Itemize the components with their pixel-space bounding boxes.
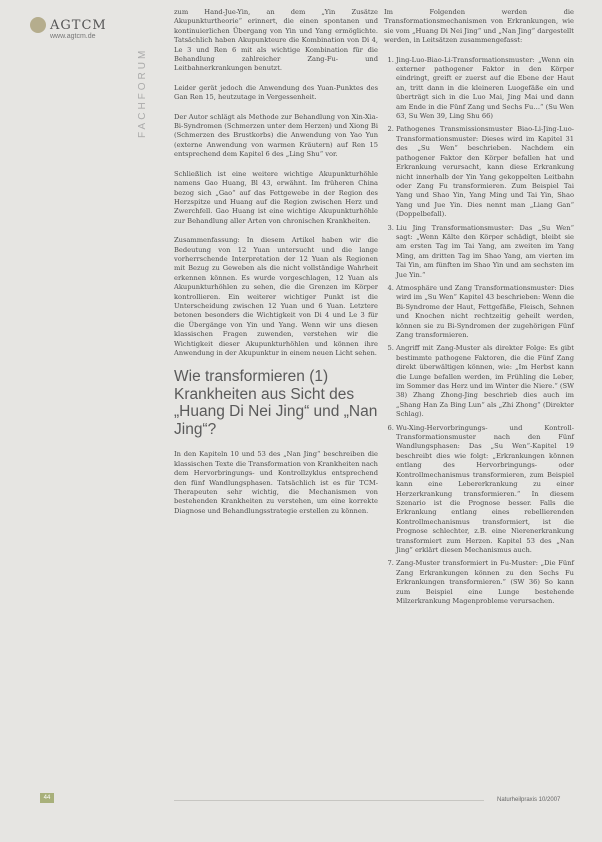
paragraph: Zusammenfassung: In diesem Artikel haben wir die Bedeutung von 12 Yuan untersucht und die lange vorherrschende Interpretation der 12 Yuan als Regionen mit Bezug zu Geweben als die nicht vollständige Wahrheit erkennen können. Es wurde vorgeschlagen, 12 Yuan als Akupunkturhöhlen zu sehen, die die Grenzen im Körper kontrollieren. Ein weiterer wichtiger Punkt ist die Unterscheidung zwischen 12 Yuan und 6 Yuan. Letztere betonen besonders die Wichtigkeit von Di 4 und Le 3 für die Übergänge von Yin und Yang. Wenn wir uns diesen klassischen Fragen zuwenden, verstehen wir die Wichtigkeit dieser Akupunkturhöhlen und können ihre Anwendung in der Akupunktur in einem neuen Licht sehen.: [174, 236, 378, 357]
list-item: 3. Liu Jing Transformationsmuster: Das „Su Wen“ sagt: „Wenn Kälte den Körper schädigt, bleibt sie am ersten Tag im Tai Yang, am zweiten im Yang Ming, am dritten Tag im Shao Yang, am vierten im Tai Yin, am fünften im Shao Yin und am sechsten im Jue Yin.“: [396, 224, 574, 280]
paragraph: Leider gerät jedoch die Anwendung des Yuan-Punktes des Gan Ren 15, heutzutage in Vergessenheit.: [174, 83, 378, 102]
footer-rule: [174, 800, 484, 801]
list-item: 4. Atmosphäre und Zang Transformationsmuster: Dies wird im „Su Wen“ Kapitel 43 beschrieben: Wenn die Bi-Syndrome der Haut, Fettgefäße, Fleisch, Sehnen und Knochen nicht rechtzeitig geheilt werden, können sie zu Bi-Syndromen der zugehörigen Fünf Zang transformieren.: [396, 284, 574, 340]
list-item: 1. Jing-Luo-Biao-Li-Transformationsmuster: „Wenn ein externer pathogener Faktor in den Körper eindringt, greift er zuerst auf die Ebene der Haut an, tritt dann in die kleineren Luogefäße ein und überträgt sich in die Luo Mai, Jing Mai und dann am Ende in die Fünf Zang und Sechs Fu…“ (Su Wen 63, Su Wen 39, Ling Shu 66): [396, 56, 574, 122]
list-item: 7. Zang-Muster transformiert in Fu-Muster: „Die Fünf Zang Erkrankungen können zu den Sechs Fu Erkrankungen transformieren.“ (SW 36) So kann zum Beispiel eine Lunge bestehende Milzerkrankung Magenprobleme verursachen.: [396, 559, 574, 606]
transformation-list: [384, 56, 574, 607]
paragraph: Schließlich ist eine weitere wichtige Akupunkturhöhle namens Gao Huang, Bl 43, erwähnt. Im früheren China bezog sich „Gao“ auf das Fettgewebe in der Region des Herzspitze und Huang auf die Region zwischen Herz und Zwerchfell. Gao Huang ist eine wichtige Akupunkturhöhle zur Behandlung aller Arten von chronischen Krankheiten.: [174, 169, 378, 225]
page-number: 44: [40, 793, 54, 803]
section-heading: Wie transformieren (1) Krankheiten aus Sicht des „Huang Di Nei Jing“ und „Nan Jing“?: [174, 368, 378, 438]
list-item: 6. Wu-Xing-Hervorbringungs- und Kontroll-Transformationsmuster nach den Fünf Wandlungsphasen: Das „Su Wen“-Kapitel 19 beschreibt dies wie folgt: „Erkrankungen können entlang des Hervorbringungs- oder Kontrollmechanismus transformieren, zum Beispiel kann eine Lebererkrankung zu einer Herzerkrankung transformieren.“ In diesem Szenario ist die Prognose besser. Falls die Erkrankung entlang eines rebellierenden Kontrollmechanismus transformiert, ist die Prognose schlechter, z.B. eine Nierenerkrankung transformiert zum Herzen. Kapitel 53 des „Nan Jing“ erklärt diesen Mechanismus auch.: [396, 424, 574, 556]
logo-mark-icon: [30, 17, 46, 33]
section-label: FACHFORUM: [137, 47, 148, 138]
left-column: [174, 8, 378, 526]
paragraph: zum Hand-Jue-Yin, an dem „Yin Zusätze Akupunkturtheorie“ erinnert, die einen spontanen und kontinuierlichen Übergang von Yin und Yang ermöglichte. Tatsächlich haben Akupunkteure die Kombination von Di 4, Le 3 und Ren 6 mit als wichtige Kombination für die Behandlung zahlreicher Zang-Fu- und Leitbahnerkrankungen benutzt.: [174, 8, 378, 73]
paragraph: In den Kapiteln 10 und 53 des „Nan Jing“ beschreiben die klassischen Texte die Transformation von Krankheiten nach dem Hervorbringungs- und Kontrollzyklus entsprechend den fünf Wandlungsphasen. Tatsächlich ist es für TCM-Therapeuten sehr wichtig, die Mechanismen von bestehenden Krankheiten zu verstehen, um eine korrekte Diagnose und Behandlungsstrategie erstellen zu können.: [174, 450, 378, 515]
issue-text: Naturheilpraxis 10/2007: [497, 797, 561, 803]
logo-text: AGTCM: [50, 17, 107, 33]
paragraph: Der Autor schlägt als Methode zur Behandlung von Xin-Xia-Bi-Syndromen (Schmerzen unter dem Herzen) und Xiong Bi (Schmerzen des Brustkorbs) die Anwendung von Yao Yun (externe Anwendung von warmen Kräutern) auf Ren 15 entsprechend dem Kapitel 6 des „Ling Shu“ vor.: [174, 112, 378, 159]
list-item: 5. Angriff mit Zang-Muster als direkter Folge: Es gibt bestimmte pathogene Faktoren, die die Fünf Zang direkt überwältigen können, wie: „Im Herbst kann die Lunge befallen werden, im Frühling die Leber, im Sommer das Herz und im Winter die Niere.“ (SW 38) Zhang Zhong-Jing beschrieb dies auch im „Shang Han Za Bing Lun“ als „Zhi Zhong“ (Direkter Schlag).: [396, 344, 574, 419]
right-column: [384, 8, 574, 610]
agtcm-logo: [30, 17, 140, 40]
logo-url: www.agtcm.de: [50, 33, 96, 40]
list-item: 2. Pathogenes Transmissionsmuster Biao-Li-Jing-Luo-Transformationsmuster: Dieses wird im Kapitel 31 des „Su Wen“ beschrieben. Nachdem ein pathogener Faktor den Körper befallen hat und Erkrankung verursacht, kann diese Erkrankung nicht innerhalb der Yin Yang gekoppelten Leitbahn oder Zang Fu transformieren. Zum Beispiel Tai Yang und Shao Yin, Yang Ming und Tai Yin, Shao Yang und Jue Yin. Dies nennt man „Liang Gan“ (Doppelbefall).: [396, 125, 574, 219]
intro-paragraph: Im Folgenden werden die Transformationsmechanismen von Erkrankungen, wie sie vom „Huang Di Nei Jing“ und „Nan Jing“ dargestellt werden, in Leitsätzen zusammengefasst:: [384, 8, 574, 45]
